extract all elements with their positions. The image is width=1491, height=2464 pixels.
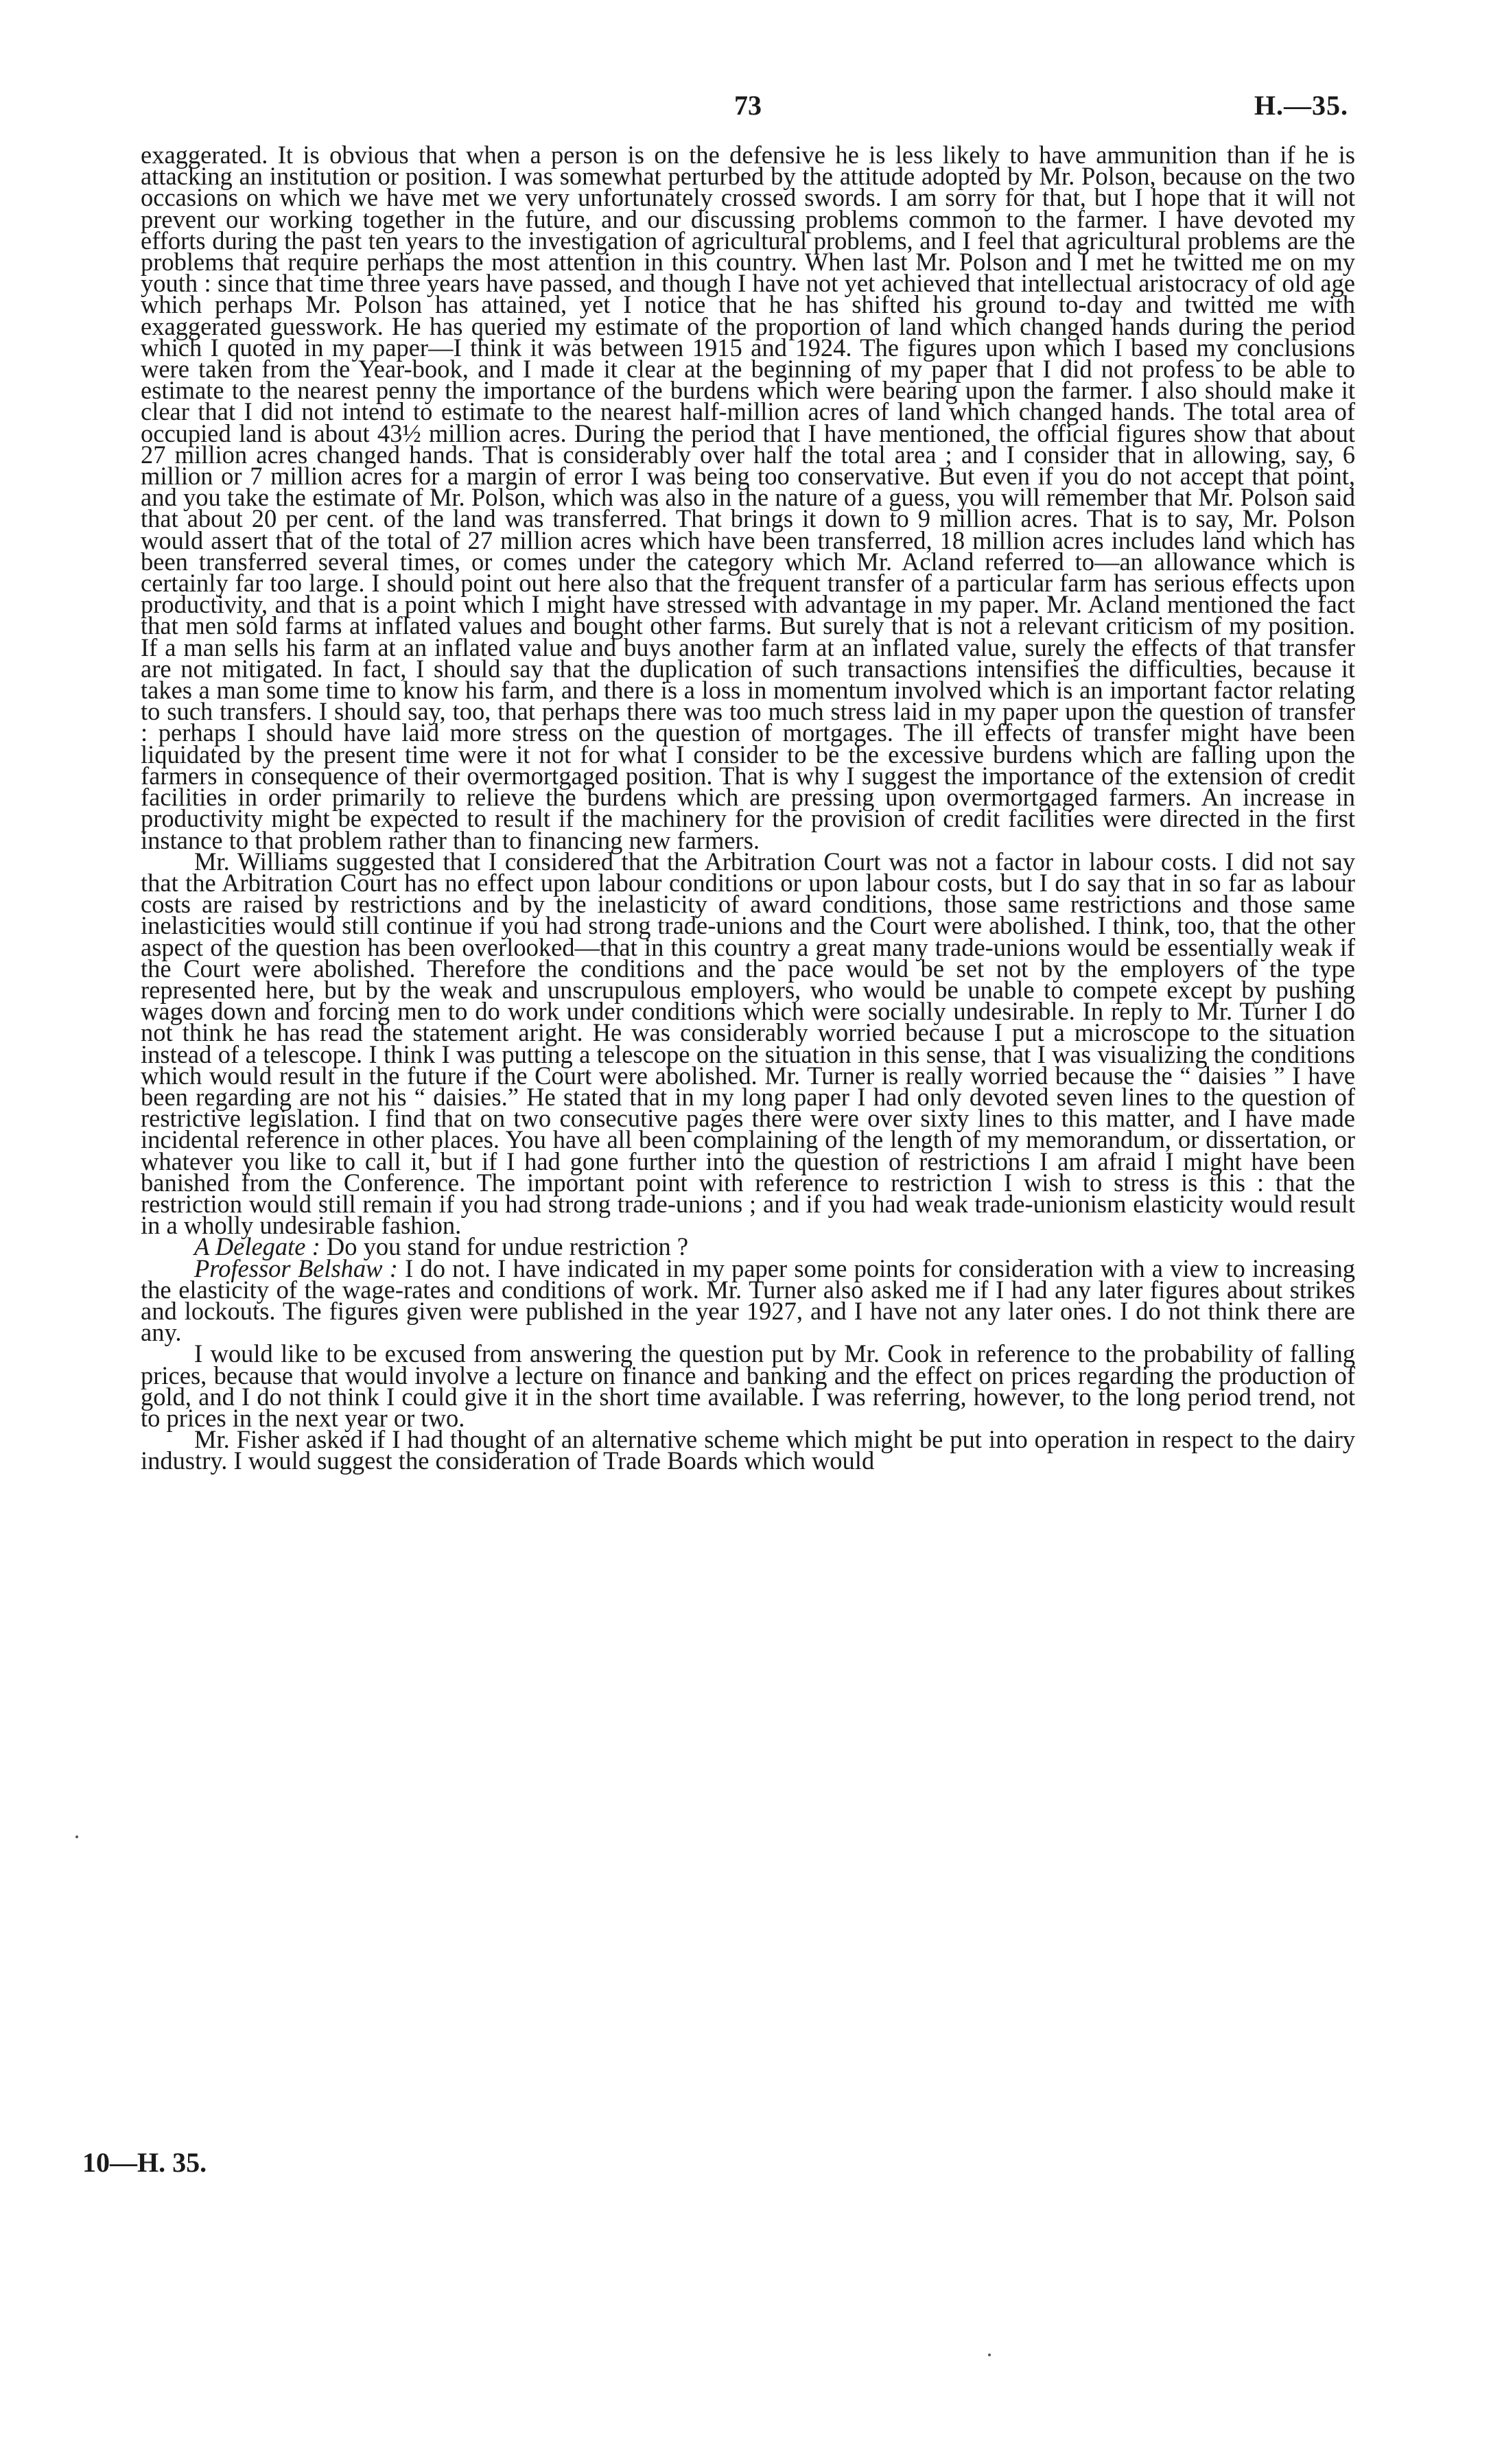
paragraph-belshaw-answer [141,1254,1355,1347]
speaker-label: A Delegate : [194,1232,320,1261]
document-reference: H.—35. [1254,90,1348,121]
scan-speck [988,2354,991,2356]
speaker-text: Do you stand for undue restriction ? [326,1232,689,1261]
speaker-label: Professor Belshaw : [194,1254,398,1282]
scan-speck [75,1835,78,1838]
page-number: 73 [734,90,762,121]
page-header [141,89,1355,144]
paragraph-fisher-reply: Mr. Fisher asked if I had thought of an alternative scheme which might be put into operation in respect to the dairy industry. I would suggest the consideration of Trade Boards which would [141,1425,1355,1475]
speaker-text: I do not. I have indicated in my paper some points for consideration with a view to increasing the elasticity of the wage-rates and conditions of work. Mr. Turner also asked me if I had any later figures about strikes and lockouts. The figures given were published in the year 1927, and I have not any later ones. I do not think there are any. [141,1254,1355,1347]
paragraph-williams-reply: Mr. Williams suggested that I considered that the Arbitration Court was not a factor in labour costs. I did not say that the Arbitration Court has no effect upon labour conditions or upon labour costs, but I do say that in so far as labour costs are raised by restrictions and by the inelasticity of award conditions, those same restrictions and those same inelasticities would still continue if you had strong trade-unions and the Court were abolished. I think, too, that the other aspect of the question has been overlooked—that in this country a great many trade-unions would be essentially weak if the Court were abolished. Therefore the conditions and the pace would be set not by the employers of the type represented here, but by the weak and unscrupulous employers, who would be unable to compete except by pushing wages down and forcing men to do work under conditions which were socially undesirable. In reply to Mr. Turner I do not think he has read the statement aright. He was considerably worried because I put a microscope to the situation instead of a telescope. I think I was putting a telescope on the situation in this sense, that I was visualizing the conditions which would result in the future if the Court were abolished. Mr. Turner is really worried because the “ daisies ” I have been regarding are not his “ daisies.” He stated that in my long paper I had only devoted seven lines to the question of restrictive legislation. I find that on two consecutive pages there were over sixty lines to this matter, and I have made incidental reference in other places. You have all been complaining of the length of my memorandum, or dissertation, or whatever you like to call it, but if I had gone further into the question of restrictions I am afraid I might have been banished from the Conference. The important point with reference to restriction I wish to stress is this : that the restriction would still remain if you had strong trade-unions ; and if you had weak trade-unionism elasticity would result in a wholly undesirable fashion. [141,847,1355,1240]
paragraph-cook-reply: I would like to be excused from answering the question put by Mr. Cook in reference to the probability of falling prices, because that would involve a lecture on finance and banking and the effect on prices regarding the production of gold, and I do not think I could give it in the short time available. I was referring, however, to the long period trend, not to prices in the next year or two. [141,1339,1355,1432]
body-text [141,141,1355,1475]
paragraph-continuation: exaggerated. It is obvious that when a person is on the defensive he is less likely to have ammunition than if he is attacking an institution or position. I was somewhat perturbed by the attitude adopted by Mr. Polson, because on the two occasions on which we have met we very unfortunately crossed swords. I am sorry for that, but I hope that it will not prevent our working together in the future, and our discussing problems common to the farmer. I have devoted my efforts during the past ten years to the investigation of agricultural problems, and I feel that agricultural problems are the problems that require perhaps the most attention in this country. When last Mr. Polson and I met he twitted me on my youth : since that time three years have passed, and though I have not yet achieved that intellectual aristocracy of old age which perhaps Mr. Polson has attained, yet I notice that he has shifted his ground to-day and twitted me with exaggerated guesswork. He has queried my estimate of the proportion of land which changed hands during the period which I quoted in my paper—I think it was between 1915 and 1924. The figures upon which I based my conclusions were taken from the Year-book, and I made it clear at the beginning of my paper that I did not profess to be able to estimate to the nearest penny the importance of the burdens which were bearing upon the farmer. I also should make it clear that I did not intend to estimate to the nearest half-million acres of land which changed hands. The total area of occupied land is about 43½ million acres. During the period that I have mentioned, the official figures show that about 27 million acres changed hands. That is considerably over half the total area ; and I consider that in allowing, say, 6 million or 7 million acres for a margin of error I was being too conservative. But even if you do not accept that point, and you take the estimate of Mr. Polson, which was also in the nature of a guess, you will remember that Mr. Polson said that about 20 per cent. of the land was transferred. That brings it down to 9 million acres. That is to say, Mr. Polson would assert that of the total of 27 million acres which have been transferred, 18 million acres includes land which has been transferred several times, or comes under the category which Mr. Acland referred to—an allowance which is certainly far too large. I should point out here also that the frequent transfer of a particular farm has serious effects upon productivity, and that is a point which I might have stressed with advantage in my paper. Mr. Acland mentioned the fact that men sold farms at inflated values and bought other farms. But surely that is not a relevant criticism of my position. If a man sells his farm at an inflated value and buys another farm at an inflated value, surely the effects of that transfer are not mitigated. In fact, I should say that the duplication of such transactions intensifies the difficulties, because it takes a man some time to know his farm, and there is a loss in momentum involved which is an important factor relating to such transfers. I should say, too, that perhaps there was too much stress laid in my paper upon the question of transfer : perhaps I should have laid more stress on the question of mortgages. The ill effects of transfer might have been liquidated by the present time were it not for what I consider to be the excessive burdens which are falling upon the farmers in consequence of their overmortgaged position. That is why I suggest the importance of the extension of credit facilities in order primarily to relieve the burdens which are pressing upon overmortgaged farmers. An increase in productivity might be expected to result if the machinery for the provision of credit facilities were directed in the first instance to that problem rather than to financing new farmers. [141,141,1355,854]
signature-mark: 10—H. 35. [82,2147,207,2178]
document-page [141,89,1355,1475]
